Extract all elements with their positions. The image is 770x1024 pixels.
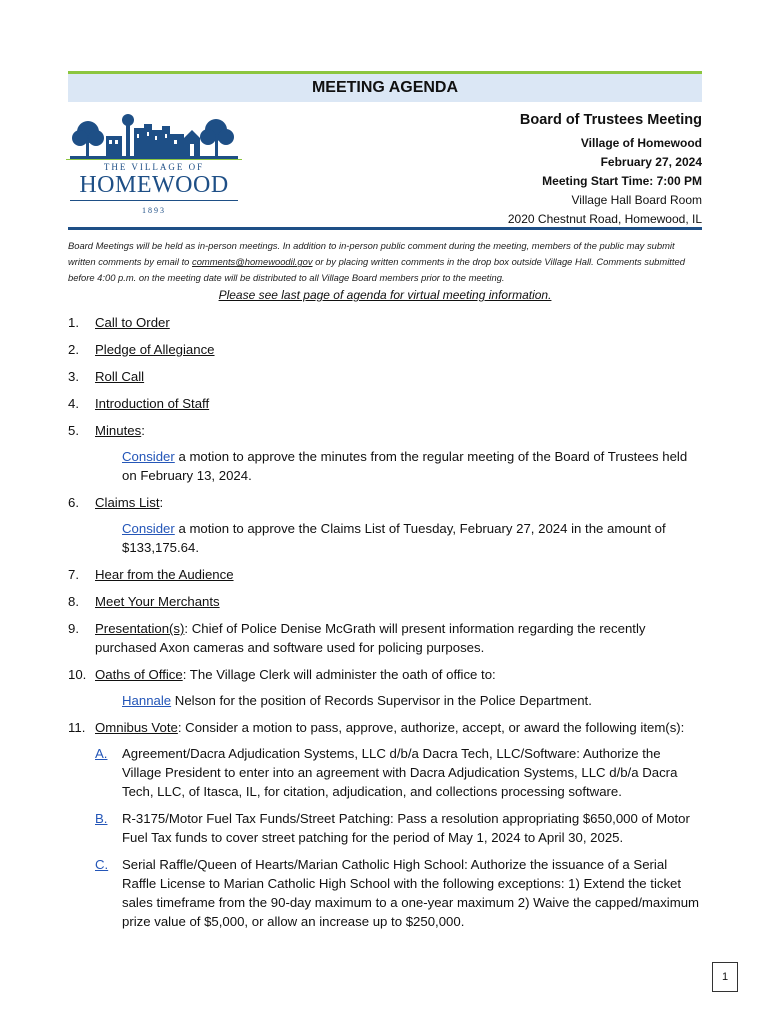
meeting-start-time: Meeting Start Time: 7:00 PM [542, 174, 702, 188]
agenda-item-call-to-order [68, 313, 702, 332]
item-suffix: : [141, 423, 145, 438]
item-title: Hear from the Audience [95, 567, 234, 582]
item-number: 4. [68, 396, 79, 411]
omnibus-item-a-text: Agreement/Dacra Adjudication Systems, LLC d/b/a Dacra Tech, LLC/Software: Authorize the Village President to enter into an agreement with Dacra Adjudication Systems, LLC d/b/a Dacra Tech, LLC, of Itasca, IL, for citation, adjudication, and collections processing software. [122, 746, 678, 799]
item-detail [95, 691, 702, 710]
omnibus-item-c [68, 855, 702, 931]
village-skyline-icon [66, 110, 242, 160]
item-number: 9. [68, 621, 79, 636]
item-title: Claims List [95, 495, 160, 510]
logo-divider [70, 200, 238, 201]
logo-year: 1893 [142, 206, 166, 215]
omnibus-item-c-text: Serial Raffle/Queen of Hearts/Marian Catholic High School: Authorize the issuance of a Serial Raffle License to Marian Catholic High School with the following exceptions: 1) Extend the ticket sales timeframe from the 90-day maximum to a one-year maximum 2) Waive the capped/maximum prize value of $5,000, or allow an increase up to $250,000. [122, 857, 700, 929]
agenda-item-pledge [68, 340, 702, 359]
omnibus-item-b-text: R-3175/Motor Fuel Tax Funds/Street Patching: Pass a resolution appropriating $650,000 of Motor Fuel Tax funds to cover street patching for the period of May 1, 2024 to April 30, 2025. [122, 811, 690, 845]
item-text: : Chief of Police Denise McGrath will present information regarding the recently purchased Axon cameras and software used for policing purposes. [95, 621, 646, 655]
item-number: 1. [68, 315, 79, 330]
item-number: 11. [68, 720, 86, 735]
public-comment-notice [68, 238, 702, 286]
item-title: Introduction of Staff [95, 396, 210, 411]
item-title: Presentation(s) [95, 621, 185, 636]
agenda-item-roll-call [68, 367, 702, 386]
consider-minutes-link[interactable]: Consider [122, 449, 175, 464]
header-rule [68, 227, 702, 230]
consider-claims-link[interactable]: Consider [122, 521, 175, 536]
item-number: 3. [68, 369, 79, 384]
omnibus-item-b-link[interactable]: B. [95, 811, 108, 826]
logo-line-1: THE VILLAGE OF [103, 162, 205, 172]
omnibus-item-b [68, 809, 702, 847]
hannale-link[interactable]: Hannale [122, 693, 172, 708]
agenda-item-claims-list [68, 493, 702, 557]
virtual-meeting-note: Please see last page of agenda for virtual meeting information. [218, 288, 552, 302]
item-title: Pledge of Allegiance [95, 342, 215, 357]
meeting-village: Village of Homewood [580, 136, 702, 150]
agenda-item-hear-from-audience [68, 565, 702, 584]
notice-text-2: or by placing written comments in the drop box outside Village Hall. Comments submitted before 4:00 p.m. on the meeting date will be distributed to all Village Board members prior to the meeting. [68, 256, 685, 283]
agenda-item-minutes [68, 421, 702, 485]
homewood-logo [66, 110, 242, 222]
item-detail-text: a motion to approve the minutes from the regular meeting of the Board of Trustees held on February 13, 2024. [122, 449, 688, 483]
item-number: 6. [68, 495, 79, 510]
comments-email-link[interactable]: comments@homewoodil.gov [192, 256, 313, 267]
agenda-banner: MEETING AGENDA [68, 71, 702, 102]
item-number: 10. [68, 667, 87, 682]
agenda-item-introduction-of-staff [68, 394, 702, 413]
item-number: 8. [68, 594, 79, 609]
item-number: 7. [68, 567, 79, 582]
item-detail-text: a motion to approve the Claims List of Tuesday, February 27, 2024 in the amount of $133,175.64. [122, 521, 666, 555]
page-number: 1 [712, 962, 738, 992]
agenda-item-omnibus-vote [68, 718, 702, 931]
meeting-title: Board of Trustees Meeting [519, 112, 702, 128]
agenda-item-oaths-of-office [68, 665, 702, 710]
agenda-item-presentations [68, 619, 702, 657]
item-title: Omnibus Vote [95, 720, 178, 735]
logo-line-2: HOMEWOOD [79, 172, 229, 198]
meeting-address: 2020 Chestnut Road, Homewood, IL [507, 212, 702, 226]
item-number: 5. [68, 423, 79, 438]
omnibus-item-c-link[interactable]: C. [95, 857, 109, 872]
meeting-info [508, 110, 702, 229]
item-number: 2. [68, 342, 79, 357]
item-title: Roll Call [95, 369, 145, 384]
agenda-item-meet-your-merchants [68, 592, 702, 611]
meeting-date: February 27, 2024 [600, 155, 702, 169]
item-detail-text: Nelson for the position of Records Supervisor in the Police Department. [171, 693, 592, 708]
item-detail [95, 447, 702, 485]
omnibus-item-a-link[interactable]: A. [95, 746, 108, 761]
item-text: : The Village Clerk will administer the oath of office to: [182, 667, 496, 682]
meeting-location: Village Hall Board Room [571, 193, 702, 207]
item-title: Meet Your Merchants [95, 594, 220, 609]
item-title: Oaths of Office [95, 667, 183, 682]
item-title: Minutes [95, 423, 142, 438]
item-title: Call to Order [95, 315, 170, 330]
item-detail [95, 519, 702, 557]
omnibus-item-a [68, 744, 702, 801]
notice-text-1: Board Meetings will be held as in-person meetings. In addition to in-person public comment during the meeting, members of the public may submit written comments by email to [68, 240, 675, 267]
agenda-items [68, 313, 702, 939]
item-suffix: : [159, 495, 164, 510]
item-text: : Consider a motion to pass, approve, authorize, accept, or award the following item(s): [177, 720, 685, 735]
